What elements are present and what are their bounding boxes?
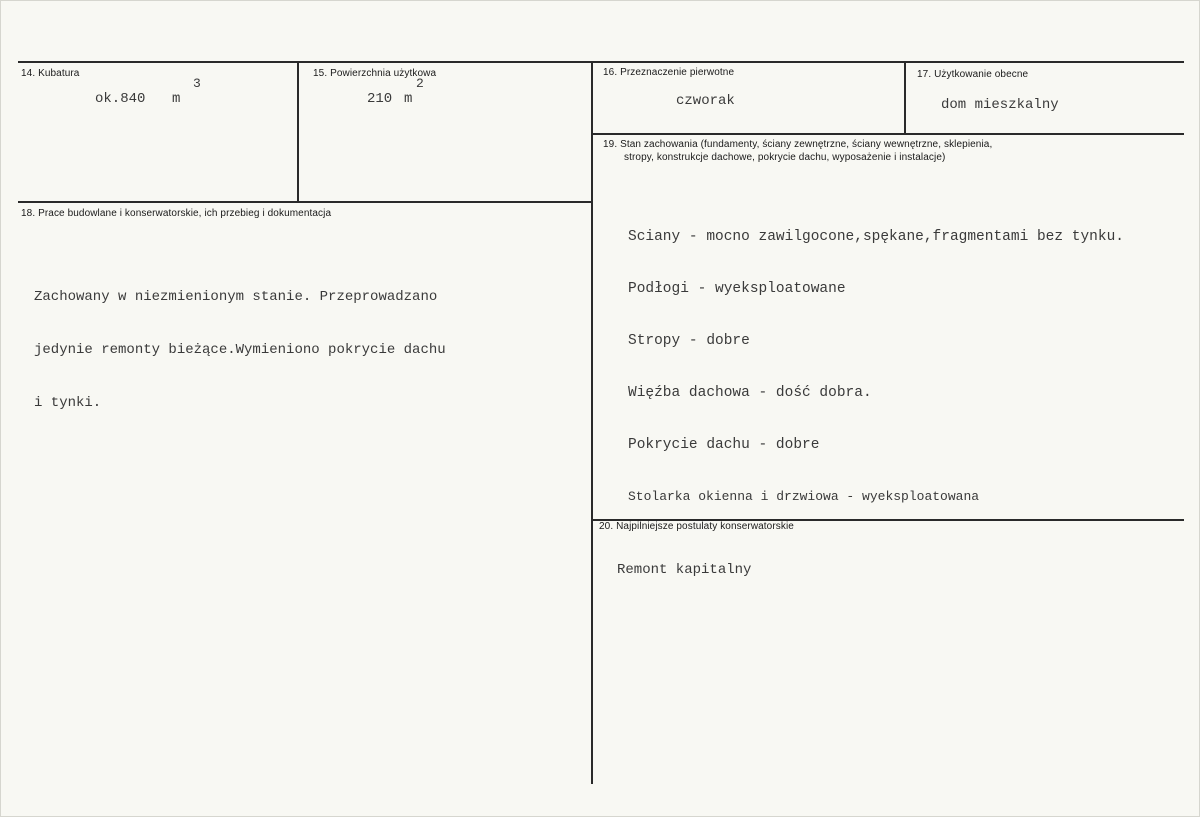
- divider-14-15: [297, 62, 299, 202]
- field-16-label: 16. Przeznaczenie pierwotne: [603, 67, 735, 78]
- field-19-line: Pokrycie dachu - dobre: [628, 437, 820, 453]
- field-18-label: 18. Prace budowlane i konserwatorskie, ich przebieg i dokumentacja: [21, 208, 332, 219]
- rule-left-section: [18, 201, 592, 203]
- field-17-value: dom mieszkalny: [941, 97, 1059, 113]
- field-18-text: [34, 253, 446, 448]
- rule-17-bottom: [592, 133, 1184, 135]
- field-19-label: 19. Stan zachowania (fundamenty, ściany zewnętrzne, ściany wewnętrzne, sklepienia,: [603, 139, 993, 150]
- field-19-line: Sciany - mocno zawilgocone,spękane,fragmentami bez tynku.: [628, 229, 1124, 245]
- center-divider: [591, 62, 593, 784]
- field-19-line: Stropy - dobre: [628, 333, 750, 349]
- field-15-value: 210: [367, 91, 393, 107]
- field-18-line: i tynki.: [34, 395, 102, 411]
- top-rule: [18, 61, 1184, 63]
- field-20-value: Remont kapitalny: [617, 562, 752, 578]
- field-14-unit: m: [172, 91, 181, 107]
- field-15-exponent: 2: [416, 76, 424, 91]
- field-20-label: 20. Najpilniejsze postulaty konserwatorskie: [599, 521, 794, 532]
- field-19-line: Stolarka okienna i drzwiowa - wyeksploatowana: [628, 489, 980, 504]
- field-19-label-cont: stropy, konstrukcje dachowe, pokrycie dachu, wyposażenie i instalacje): [624, 152, 946, 163]
- field-19-line: Więźba dachowa - dość dobra.: [628, 385, 872, 401]
- field-15-unit: m: [404, 91, 413, 107]
- field-15-label: 15. Powierzchnia użytkowa: [313, 68, 437, 79]
- field-18-line: jedynie remonty bieżące.Wymieniono pokrycie dachu: [34, 342, 446, 358]
- divider-16-17: [904, 62, 906, 134]
- field-19-line: Podłogi - wyeksploatowane: [628, 281, 846, 297]
- field-14-exponent: 3: [193, 76, 201, 91]
- field-14-value: ok.840: [95, 91, 146, 107]
- field-17-label: 17. Użytkowanie obecne: [917, 69, 1029, 80]
- field-14-label: 14. Kubatura: [21, 68, 80, 79]
- field-18-line: Zachowany w niezmienionym stanie. Przeprowadzano: [34, 289, 438, 305]
- field-19-text: [628, 193, 1124, 541]
- field-16-value: czworak: [676, 93, 735, 109]
